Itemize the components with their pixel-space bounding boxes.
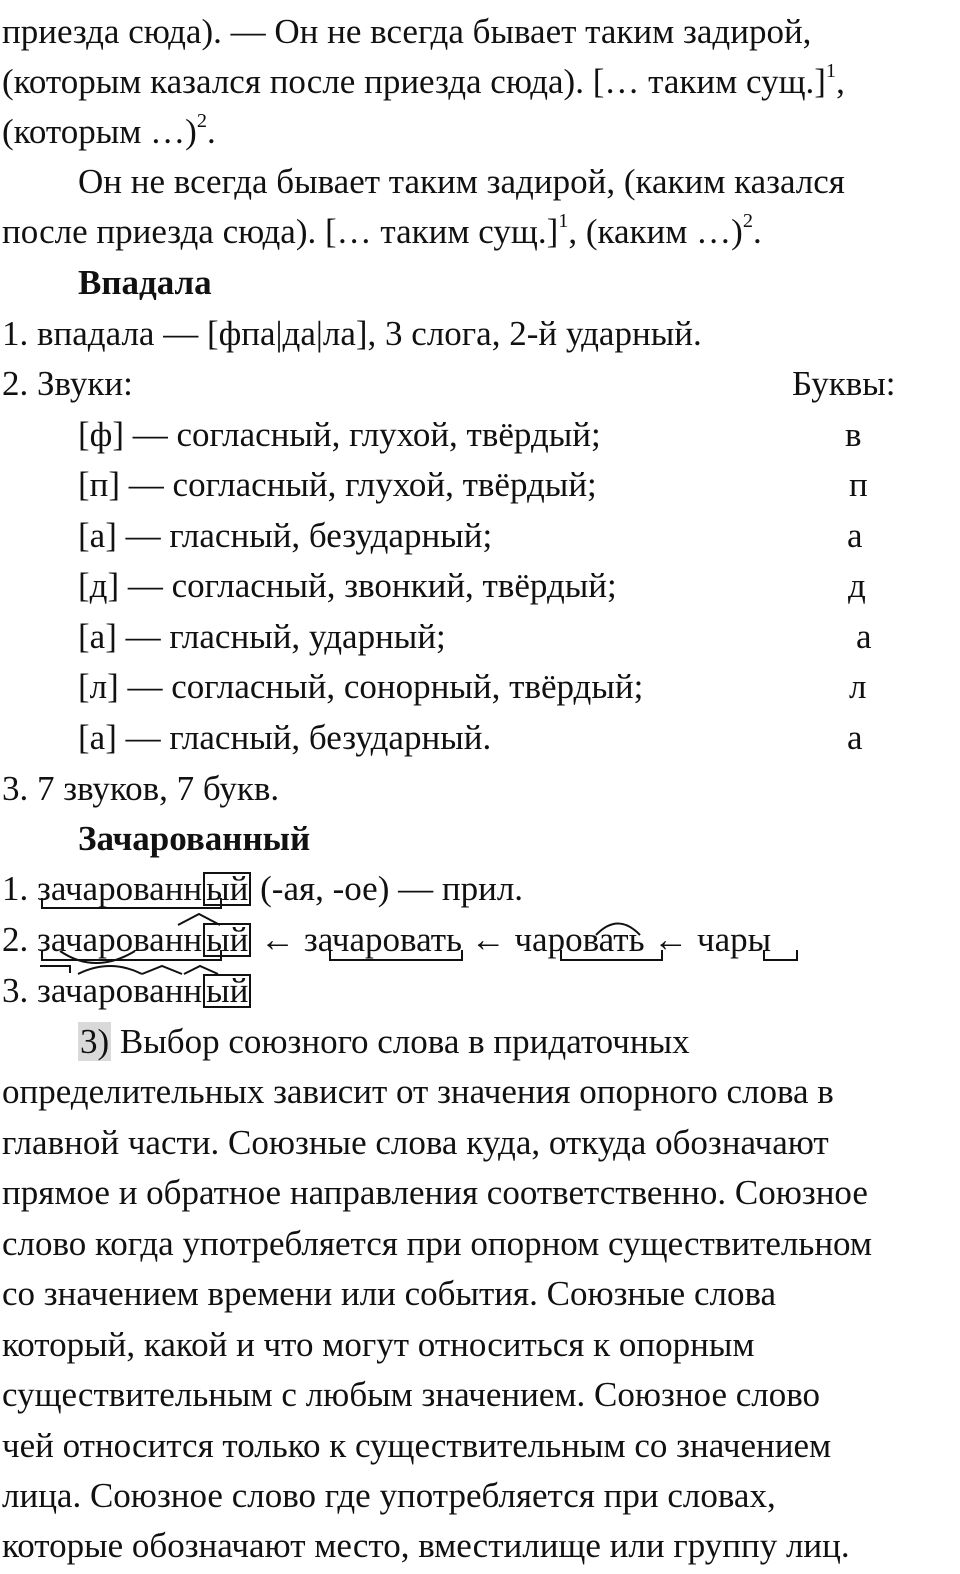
text-line: главной части. Союзные слова куда, откуда обозначают <box>2 1123 829 1162</box>
item-number: 3) <box>80 1022 110 1061</box>
text-line: существительным с любым значением. Союзное слово <box>2 1375 821 1414</box>
sound-row: [а] — гласный, безударный; <box>78 516 493 555</box>
text-line: слово когда употребляется при опорном существительном <box>2 1224 873 1263</box>
text-line: приезда сюда). — Он не всегда бывает таким задирой, <box>2 12 812 51</box>
text-line: после приезда сюда). [… таким сущ.]$^1$, (каким …)$^2$. <box>2 210 762 251</box>
letter-cell: а <box>856 617 872 656</box>
sound-row: [а] — гласный, безударный. <box>78 718 492 757</box>
text-line: определительных зависит от значения опорного слова в <box>2 1072 834 1111</box>
sound-row: [а] — гласный, ударный; <box>78 617 446 656</box>
sound-row: [п] — согласный, глухой, твёрдый; <box>78 465 597 504</box>
morph-line-1: 1. зачарованн ый (-ая, -ое) — прил. <box>2 869 524 908</box>
footnote-mark: 2 <box>742 210 753 233</box>
text-line: 3. 7 звуков, 7 букв. <box>2 769 280 808</box>
section-heading: Зачарованный <box>78 819 311 858</box>
ending-box: ый <box>203 872 251 906</box>
text-line: лица. Союзное слово где употребляется при словах, <box>2 1476 776 1515</box>
letter-cell: а <box>847 718 863 757</box>
text-line: который, какой и что могут относиться к опорным <box>2 1325 755 1364</box>
ending-box: ый <box>203 974 251 1008</box>
text-line: которые обозначают место, вместилище или группу лиц. <box>2 1526 850 1565</box>
section-heading: Впадала <box>78 263 212 302</box>
letter-cell: в <box>845 415 862 454</box>
text-line: 3) Выбор союзного слова в придаточных <box>80 1022 690 1061</box>
ending-box: ый <box>203 923 251 957</box>
text-line: (которым казался после приезда сюда). [… таким сущ.]$^1$, <box>2 60 845 101</box>
letter-cell: п <box>849 465 868 504</box>
morph-line-2: 2. зачарованн ый ← зачаровать ← чаровать ← чары <box>2 920 772 959</box>
text-line: 1. впадала — [фпа|да|ла], 3 слога, 2-й ударный. <box>2 314 702 353</box>
text-line: чей относится только к существительным со значением <box>2 1426 832 1465</box>
letter-cell: а <box>847 516 863 555</box>
text-line: Он не всегда бывает таким задирой, (каким казался <box>78 162 845 201</box>
letter-cell: д <box>848 566 866 605</box>
footnote-mark: 1 <box>825 60 837 83</box>
morph-line-3: 3. зачарованн ый <box>2 973 251 1008</box>
sound-row: [д] — согласный, звонкий, твёрдый; <box>78 566 617 605</box>
letters-header: Буквы: <box>792 364 896 403</box>
sound-row: [л] — согласный, сонорный, твёрдый; <box>78 667 644 706</box>
text-line: со значением времени или события. Союзные слова <box>2 1274 777 1313</box>
text-line: 2. Звуки: <box>2 364 133 403</box>
text-line: прямое и обратное направления соответственно. Союзное <box>2 1173 868 1212</box>
letter-cell: л <box>849 667 867 706</box>
text-line: (которым …)$^2$. <box>2 110 216 151</box>
footnote-mark: 2 <box>196 110 207 133</box>
sound-row: [ф] — согласный, глухой, твёрдый; <box>78 415 601 454</box>
footnote-mark: 1 <box>558 210 569 233</box>
